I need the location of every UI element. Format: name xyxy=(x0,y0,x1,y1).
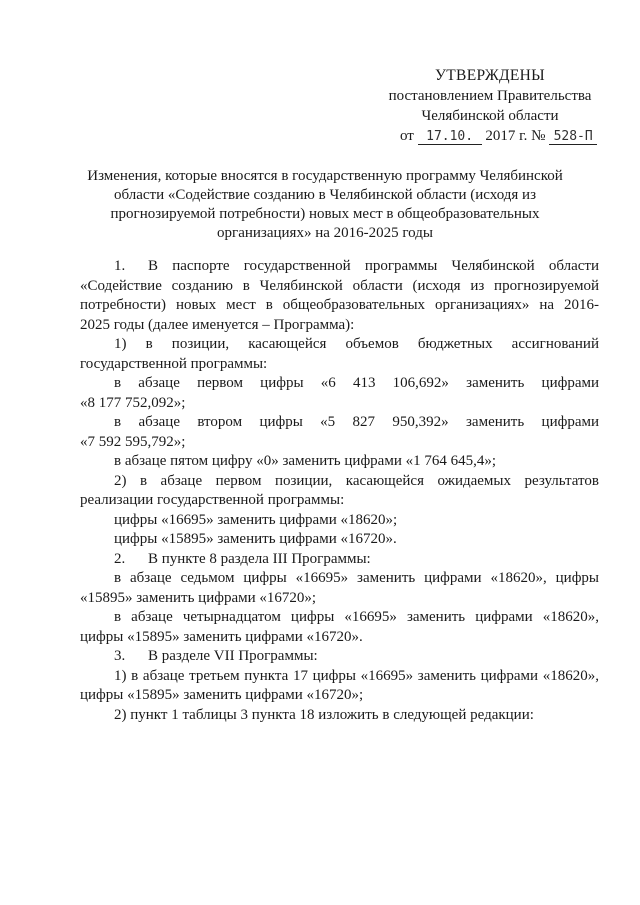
subitem-1-line: 1) в позиции, касающейся объемов бюджетных ассигнований xyxy=(114,336,599,352)
subitem-2-line: реализации государственной программы: xyxy=(80,492,345,508)
item-1-line: «Содействие созданию в Челябинской области (исходя из прогнозируемой xyxy=(80,277,599,294)
document-body xyxy=(80,257,599,725)
item-1-number: 1. xyxy=(114,258,126,274)
item-3-text: В разделе VII Программы: xyxy=(148,648,318,664)
item-3-line: 1) в абзаце третьем пункта 17 цифры «16695» заменить цифрами «18620», xyxy=(114,667,599,684)
subitem-1-line: «8 177 752,092»; xyxy=(80,394,186,411)
item-3-line xyxy=(80,647,599,667)
item-2-line xyxy=(80,550,599,570)
subitem-2-line: цифры «15895» заменить цифрами «16720». xyxy=(114,531,397,547)
subitem-1-line: в абзаце первом цифры «6 413 106,692» заменить цифрами xyxy=(114,375,599,391)
subitem-1-line: государственной программы: xyxy=(80,355,268,372)
item-2-line: цифры «15895» заменить цифрами «16720». xyxy=(80,628,363,645)
item-1-line: потребности) новых мест в общеобразовательных организациях» на 2016- xyxy=(80,297,599,313)
item-2-line: в абзаце седьмом цифры «16695» заменить цифрами «18620», цифры xyxy=(114,570,599,586)
item-3-line: цифры «15895» заменить цифрами «16720»; xyxy=(80,687,364,703)
approval-date-line xyxy=(380,126,600,146)
item-3-line: 2) пункт 1 таблицы 3 пункта 18 изложить в следующей редакции: xyxy=(114,706,534,723)
subitem-1-line: в абзаце пятом цифру «0» заменить цифрами «1 764 645,4»; xyxy=(114,453,497,469)
subitem-2-line: цифры «16695» заменить цифрами «18620»; xyxy=(114,511,398,528)
document-title xyxy=(80,167,570,243)
item-1-text: В паспорте государственной программы Челябинской области xyxy=(148,258,599,274)
approval-heading: УТВЕРЖДЕНЫ xyxy=(435,67,545,84)
item-2-line: в абзаце четырнадцатом цифры «16695» заменить цифрами «18620», xyxy=(114,609,599,625)
handwritten-date: 17.10. xyxy=(418,130,482,145)
date-prefix: от xyxy=(400,128,414,144)
item-1-line: 2025 годы (далее именуется – Программа): xyxy=(80,316,355,333)
item-2-number: 2. xyxy=(114,550,126,567)
handwritten-number: 528-П xyxy=(549,130,597,145)
item-3-number: 3. xyxy=(114,648,126,664)
subitem-2-line: 2) в абзаце первом позиции, касающейся ожидаемых результатов xyxy=(114,472,599,489)
item-2-text: В пункте 8 раздела III Программы: xyxy=(148,550,371,567)
date-mid-text: 2017 г. № xyxy=(485,128,546,144)
title-line: области «Содействие созданию в Челябинской области (исходя из xyxy=(114,187,536,203)
item-2-line: «15895» заменить цифрами «16720»; xyxy=(80,589,317,606)
title-line: Изменения, которые вносятся в государственную программу Челябинской xyxy=(87,168,563,184)
title-line: прогнозируемой потребности) новых мест в общеобразовательных xyxy=(110,206,540,222)
subitem-1-line: «7 592 595,792»; xyxy=(80,433,186,450)
approval-line-region: Челябинской области xyxy=(421,108,559,124)
approval-block xyxy=(380,66,600,146)
subitem-1-line: в абзаце втором цифры «5 827 950,392» заменить цифрами xyxy=(114,414,599,430)
title-line: организациях» на 2016-2025 годы xyxy=(217,225,433,241)
item-1-line xyxy=(80,257,599,277)
approval-line-decree: постановлением Правительства xyxy=(388,88,592,104)
